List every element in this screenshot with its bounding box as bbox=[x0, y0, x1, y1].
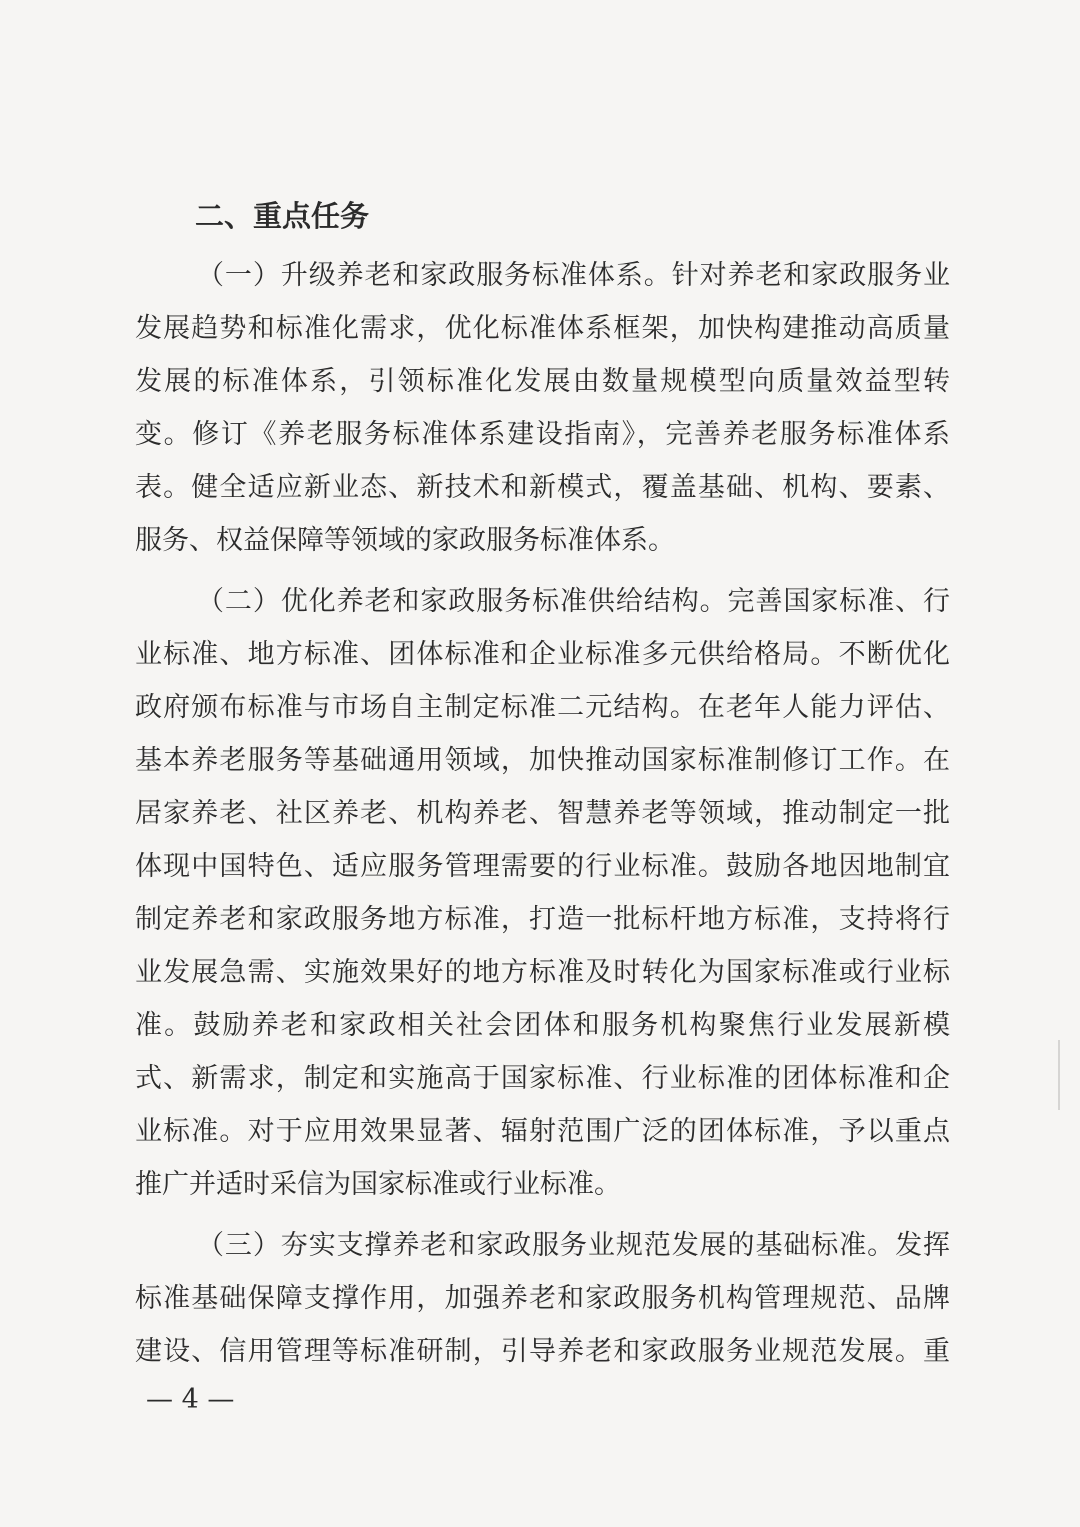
paragraph-2-line-4: 基本养老服务等基础通用领域，加快推动国家标准制修订工作。在 bbox=[135, 745, 950, 776]
paragraph-3-line-1: （三）夯实支撑养老和家政服务业规范发展的基础标准。发挥 bbox=[197, 1230, 950, 1261]
paragraph-2-line-11: 业标准。对于应用效果显著、辐射范围广泛的团体标准，予以重点 bbox=[135, 1116, 950, 1147]
paragraph-2-line-9: 准。鼓励养老和家政相关社会团体和服务机构聚焦行业发展新模 bbox=[135, 1010, 950, 1041]
paragraph-3-line-3: 建设、信用管理等标准研制，引导养老和家政服务业规范发展。重 bbox=[135, 1336, 950, 1367]
paragraph-1-line-6: 服务、权益保障等领域的家政服务标准体系。 bbox=[135, 525, 675, 556]
scan-artifact bbox=[1058, 1040, 1060, 1110]
paragraph-2-line-6: 体现中国特色、适应服务管理需要的行业标准。鼓励各地因地制宜 bbox=[135, 851, 950, 882]
paragraph-1-line-4: 变。修订《养老服务标准体系建设指南》，完善养老服务标准体系 bbox=[135, 419, 950, 450]
paragraph-2-line-12: 推广并适时采信为国家标准或行业标准。 bbox=[135, 1169, 621, 1200]
paragraph-1-line-5: 表。健全适应新业态、新技术和新模式，覆盖基础、机构、要素、 bbox=[135, 472, 950, 503]
paragraph-2-line-1: （二）优化养老和家政服务标准供给结构。完善国家标准、行 bbox=[197, 586, 950, 617]
paragraph-1-line-3: 发展的标准体系，引领标准化发展由数量规模型向质量效益型转 bbox=[135, 366, 950, 397]
paragraph-3-line-2: 标准基础保障支撑作用，加强养老和家政服务机构管理规范、品牌 bbox=[135, 1283, 950, 1314]
page-number: — 4 — bbox=[146, 1384, 235, 1415]
paragraph-2-line-3: 政府颁布标准与市场自主制定标准二元结构。在老年人能力评估、 bbox=[135, 692, 950, 723]
paragraph-2-line-7: 制定养老和家政服务地方标准，打造一批标杆地方标准，支持将行 bbox=[135, 904, 950, 935]
paragraph-2-line-10: 式、新需求，制定和实施高于国家标准、行业标准的团体标准和企 bbox=[135, 1063, 950, 1094]
paragraph-1-line-1: （一）升级养老和家政服务标准体系。针对养老和家政服务业 bbox=[197, 260, 950, 291]
section-heading: 二、重点任务 bbox=[195, 199, 370, 233]
paragraph-2-line-5: 居家养老、社区养老、机构养老、智慧养老等领域，推动制定一批 bbox=[135, 798, 950, 829]
paragraph-1-line-2: 发展趋势和标准化需求，优化标准体系框架，加快构建推动高质量 bbox=[135, 313, 950, 344]
paragraph-2-line-2: 业标准、地方标准、团体标准和企业标准多元供给格局。不断优化 bbox=[135, 639, 950, 670]
paragraph-2-line-8: 业发展急需、实施效果好的地方标准及时转化为国家标准或行业标 bbox=[135, 957, 950, 988]
